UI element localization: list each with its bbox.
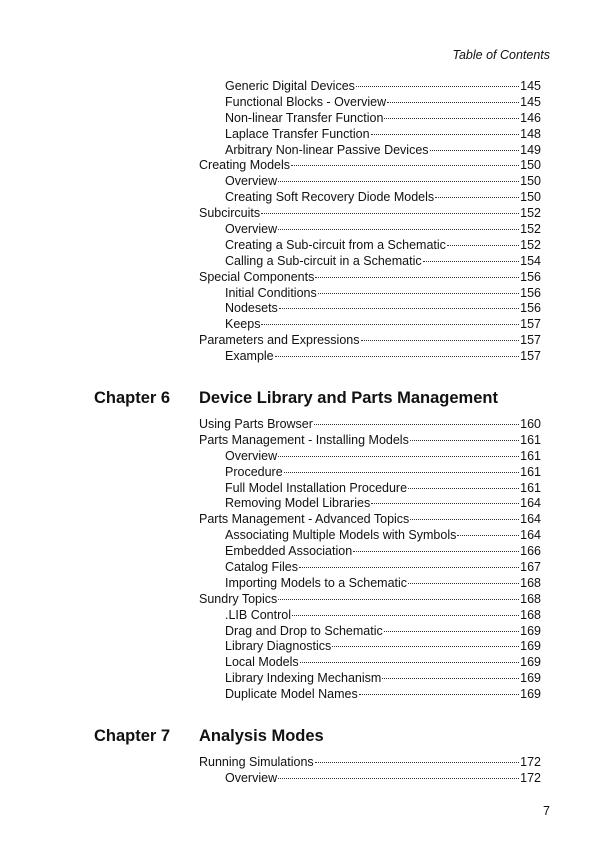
toc-entry-page-number: 164 [520,512,541,527]
toc-subentry[interactable] [199,254,541,270]
toc-subentry[interactable] [199,608,541,624]
toc-entry-page-number: 161 [520,480,541,495]
dot-leader [278,456,519,457]
toc-entry-title: Overview [225,174,278,189]
dot-leader [359,694,519,695]
toc-entry-title: Non-linear Transfer Function [225,110,384,125]
toc-subentry[interactable] [199,143,541,159]
toc-entry-title: Importing Models to a Schematic [225,575,408,590]
dot-leader [314,424,519,425]
chapter-7-title: Analysis Modes [199,727,324,745]
toc-entry-page-number: 164 [520,528,541,543]
chapter-6-label: Chapter 6 [94,389,171,407]
toc-entry-page-number: 157 [520,317,541,332]
toc-entry-page-number: 168 [520,607,541,622]
dot-leader [318,293,519,294]
toc-entry[interactable] [199,158,541,174]
toc-entry-title: Calling a Sub-circuit in a Schematic [225,253,422,268]
dot-leader [457,535,519,536]
toc-entry-page-number: 152 [520,222,541,237]
toc-entry-title: Nodesets [225,301,278,316]
toc-entry-page-number: 149 [520,142,541,157]
toc-entry-page-number: 152 [520,237,541,252]
toc-subentry[interactable] [199,111,541,127]
toc-subentry[interactable] [199,222,541,238]
dot-leader [275,356,520,357]
toc-entry-page-number: 150 [520,190,541,205]
toc-entry-title: Initial Conditions [225,285,317,300]
toc-entry-title: Example [225,349,274,364]
toc-subentry[interactable] [199,560,541,576]
toc-entry-title: Parameters and Expressions [199,333,360,348]
toc-entry-page-number: 161 [520,448,541,463]
toc-entry-page-number: 146 [520,110,541,125]
toc-entry-title: Procedure [225,464,283,479]
dot-leader [332,646,519,647]
dot-leader [261,324,519,325]
toc-subentry[interactable] [199,496,541,512]
toc-entry-page-number: 169 [520,671,541,686]
toc-subentry[interactable] [199,286,541,302]
toc-entry-page-number: 160 [520,417,541,431]
toc-entry-title: Laplace Transfer Function [225,126,370,141]
toc-entry[interactable] [199,512,541,528]
dot-leader [278,229,519,230]
dot-leader [300,662,519,663]
toc-entry-title: Parts Management - Installing Models [199,432,409,447]
toc-entry-page-number: 148 [520,126,541,141]
toc-subentry[interactable] [199,465,541,481]
toc-subentry[interactable] [199,671,541,687]
toc-entry-title: Local Models [225,655,299,670]
toc-entry-page-number: 168 [520,575,541,590]
dot-leader [279,308,519,309]
dot-leader [430,150,520,151]
dot-leader [284,472,519,473]
toc-entry-title: Associating Multiple Models with Symbols [225,528,457,543]
toc-entry[interactable] [199,417,541,433]
toc-entry-page-number: 169 [520,687,541,702]
dot-leader [384,631,519,632]
toc-entry[interactable] [199,433,541,449]
toc-entry-page-number: 169 [520,623,541,638]
toc-entry-page-number: 161 [520,432,541,447]
toc-entry-title: Creating Models [199,158,291,173]
toc-entry-title: Library Diagnostics [225,639,332,654]
dot-leader [361,340,520,341]
dot-leader [278,599,519,600]
toc-entry-page-number: 150 [520,158,541,173]
toc-entry[interactable] [199,270,541,286]
toc-entry[interactable] [199,206,541,222]
chapter-6-title: Device Library and Parts Management [199,389,498,407]
page-number: 7 [543,804,550,818]
toc-entry-page-number: 154 [520,253,541,268]
toc-entry-page-number: 156 [520,301,541,316]
dot-leader [410,519,519,520]
toc-entry-title: Running Simulations [199,755,314,769]
toc-entry-title: Catalog Files [225,560,298,575]
toc-entry-page-number: 157 [520,349,541,364]
toc-entry-title: Drag and Drop to Schematic [225,623,383,638]
toc-subentry[interactable] [199,576,541,592]
toc-entry-title: Keeps [225,317,261,332]
chapter-7-label: Chapter 7 [94,727,171,745]
dot-leader [315,762,519,763]
toc-subentry[interactable] [199,317,541,333]
dot-leader [356,86,519,87]
toc-entry-title: Creating a Sub-circuit from a Schematic [225,237,446,252]
toc-entry-title: Overview [225,770,278,785]
toc-entry-page-number: 156 [520,269,541,284]
toc-subentry[interactable] [199,771,541,787]
toc-entry-page-number: 167 [520,560,541,575]
toc-entry-page-number: 156 [520,285,541,300]
toc-subentry[interactable] [199,127,541,143]
chapter-6-toc-list [199,417,541,703]
dot-leader [278,778,519,779]
dot-leader [408,583,519,584]
toc-entry-page-number: 172 [520,770,541,785]
dot-leader [371,503,519,504]
toc-entry-title: Overview [225,448,278,463]
toc-entry-title: Library Indexing Mechanism [225,671,382,686]
toc-subentry[interactable] [199,528,541,544]
dot-leader [353,551,519,552]
toc-subentry[interactable] [199,349,541,365]
dot-leader [292,615,519,616]
toc-subentry[interactable] [199,544,541,560]
dot-leader [384,118,519,119]
running-header: Table of Contents [452,48,550,62]
toc-entry-title: Creating Soft Recovery Diode Models [225,190,435,205]
toc-entry-page-number: 168 [520,591,541,606]
toc-entry-page-number: 157 [520,333,541,348]
toc-entry-title: Generic Digital Devices [225,79,355,93]
toc-subentry[interactable] [199,238,541,254]
dot-leader [408,488,519,489]
dot-leader [410,440,519,441]
toc-entry-title: Functional Blocks - Overview [225,94,387,109]
dot-leader [261,213,519,214]
toc-entry-title: Using Parts Browser [199,417,313,431]
toc-subentry[interactable] [199,639,541,655]
dot-leader [315,277,519,278]
toc-subentry[interactable] [199,95,541,111]
toc-entry-page-number: 152 [520,206,541,221]
toc-entry-page-number: 145 [520,79,541,93]
toc-subentry[interactable] [199,481,541,497]
dot-leader [291,165,519,166]
toc-subentry[interactable] [199,687,541,703]
toc-entry[interactable] [199,755,541,771]
toc-entry-page-number: 172 [520,755,541,769]
toc-subentry[interactable] [199,624,541,640]
toc-entry-title: Special Components [199,269,315,284]
toc-entry-title: Duplicate Model Names [225,687,358,702]
toc-entry-title: Subcircuits [199,206,261,221]
dot-leader [423,261,520,262]
dot-leader [299,567,519,568]
toc-subentry[interactable] [199,301,541,317]
toc-entry-page-number: 164 [520,496,541,511]
toc-subentry[interactable] [199,655,541,671]
dot-leader [435,197,519,198]
toc-subentry[interactable] [199,190,541,206]
toc-entry-title: Overview [225,222,278,237]
toc-entry-page-number: 166 [520,544,541,559]
toc-entry-title: Removing Model Libraries [225,496,371,511]
toc-subentry[interactable] [199,449,541,465]
dot-leader [278,181,519,182]
dot-leader [371,134,520,135]
toc-entry-title: Arbitrary Non-linear Passive Devices [225,142,429,157]
toc-entry-title: Sundry Topics [199,591,278,606]
dot-leader [387,102,519,103]
toc-continued-list [199,79,541,365]
toc-subentry[interactable] [199,174,541,190]
toc-entry-page-number: 150 [520,174,541,189]
toc-entry-page-number: 169 [520,639,541,654]
toc-entry-page-number: 145 [520,94,541,109]
chapter-7-toc-list [199,755,541,787]
toc-subentry[interactable] [199,79,541,95]
toc-entry-title: Embedded Association [225,544,353,559]
dot-leader [382,678,519,679]
toc-entry-page-number: 169 [520,655,541,670]
toc-entry[interactable] [199,333,541,349]
toc-entry-title: Full Model Installation Procedure [225,480,408,495]
toc-entry-page-number: 161 [520,464,541,479]
toc-entry-title: Parts Management - Advanced Topics [199,512,410,527]
toc-entry[interactable] [199,592,541,608]
dot-leader [447,245,519,246]
toc-entry-title: .LIB Control [225,607,292,622]
